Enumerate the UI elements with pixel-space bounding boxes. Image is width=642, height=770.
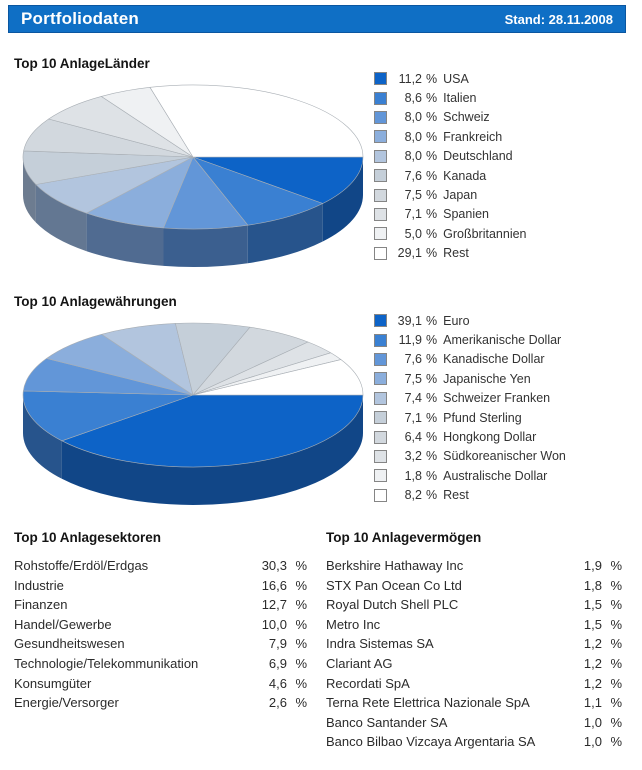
legend-item (374, 350, 566, 369)
legend-item (374, 185, 527, 204)
legend-swatch (374, 227, 387, 240)
legend-value: 7,1 (404, 410, 422, 425)
page-title: Portfoliodaten (21, 9, 140, 28)
legend-percent-sign: % (426, 410, 438, 425)
legend-label: Rest (443, 246, 469, 261)
legend-swatch (374, 314, 387, 327)
legend-percent-sign: % (426, 207, 438, 222)
legend-percent-sign: % (426, 313, 438, 328)
legend-label: Kanadische Dollar (443, 352, 545, 367)
legend-item (374, 69, 527, 88)
pie-slice-wall (164, 225, 248, 267)
legend-percent-sign: % (426, 488, 438, 503)
legend-label: USA (443, 71, 469, 86)
legend-swatch (374, 72, 387, 85)
row-label: Konsumgüter (14, 675, 92, 691)
legend-percent-sign: % (426, 371, 438, 386)
legend-label: Japanische Yen (443, 371, 531, 386)
legend-swatch (374, 392, 387, 405)
legend-value: 7,1 (404, 207, 422, 222)
row-percent-sign: % (295, 616, 307, 632)
legend-label: Großbritannien (443, 226, 527, 241)
row-label: Energie/Versorger (14, 695, 119, 711)
row-value: 1,2 (583, 655, 602, 671)
row-label: Recordati SpA (326, 675, 410, 691)
row-percent-sign: % (610, 714, 622, 730)
holding-row (326, 693, 622, 713)
legend-item (374, 88, 527, 107)
legend-label: Kanada (443, 168, 487, 183)
row-value: 1,2 (583, 675, 602, 691)
row-label: Royal Dutch Shell PLC (326, 597, 459, 613)
legend-swatch (374, 111, 387, 124)
legend-value: 6,4 (404, 430, 422, 445)
row-label: Banco Santander SA (326, 714, 448, 730)
legend-value: 7,4 (404, 391, 422, 406)
holding-row (326, 634, 622, 654)
legend-item (374, 466, 566, 485)
legend-item (374, 108, 527, 127)
legend-value: 8,6 (404, 91, 422, 106)
row-value: 16,6 (261, 577, 287, 593)
row-percent-sign: % (295, 695, 307, 711)
legend-label: Pfund Sterling (443, 410, 522, 425)
legend-value: 29,1 (397, 246, 422, 261)
legend-item (374, 147, 527, 166)
row-label: Metro Inc (326, 616, 381, 632)
row-value: 10,0 (261, 616, 287, 632)
row-label: Gesundheitswesen (14, 636, 125, 652)
legend-value: 11,9 (398, 333, 422, 348)
row-value: 7,9 (268, 636, 287, 652)
legend-percent-sign: % (426, 449, 438, 464)
row-percent-sign: % (295, 558, 307, 573)
row-percent-sign: % (610, 597, 622, 613)
legend-percent-sign: % (426, 129, 438, 144)
legend-percent-sign: % (426, 188, 438, 203)
holding-row (326, 595, 622, 615)
holding-row (326, 556, 622, 576)
legend-percent-sign: % (426, 391, 438, 406)
legend-percent-sign: % (426, 468, 438, 483)
legend-item (374, 244, 527, 263)
sector-row (14, 634, 307, 654)
legend-percent-sign: % (426, 91, 438, 106)
row-percent-sign: % (295, 636, 307, 652)
row-value: 2,6 (268, 695, 287, 711)
legend-swatch (374, 372, 387, 385)
legend-value: 7,6 (404, 352, 422, 367)
sector-row (14, 595, 307, 615)
sector-row (14, 556, 307, 576)
holding-row (326, 732, 622, 752)
row-value: 1,5 (583, 616, 602, 632)
row-label: Rohstoffe/Erdöl/Erdgas (14, 558, 149, 573)
legend-value: 11,2 (398, 71, 422, 86)
legend-item (374, 127, 527, 146)
legend-label: Deutschland (443, 149, 513, 164)
legend-label: Japan (443, 188, 478, 203)
legend-swatch (374, 353, 387, 366)
row-value: 4,6 (268, 675, 287, 691)
sector-row (14, 693, 307, 713)
holdings-table (326, 556, 622, 752)
legend-countries (374, 69, 527, 263)
legend-swatch (374, 450, 387, 463)
pie-chart-currencies (6, 318, 370, 518)
legend-item (374, 166, 527, 185)
section-title-sectors: Top 10 Anlagesektoren (14, 530, 162, 545)
holding-row (326, 615, 622, 635)
row-value: 1,8 (583, 577, 602, 593)
legend-item (374, 427, 566, 446)
row-value: 1,1 (583, 695, 602, 711)
row-percent-sign: % (295, 597, 307, 613)
row-percent-sign: % (610, 558, 622, 573)
holding-row (326, 713, 622, 733)
legend-value: 7,6 (404, 168, 422, 183)
row-percent-sign: % (610, 616, 622, 632)
legend-value: 8,0 (404, 129, 422, 144)
row-percent-sign: % (610, 636, 622, 652)
legend-label: Hongkong Dollar (443, 430, 537, 445)
legend-percent-sign: % (426, 226, 438, 241)
row-label: Industrie (14, 577, 64, 593)
report-date: Stand: 28.11.2008 (504, 11, 613, 27)
legend-value: 3,2 (404, 449, 422, 464)
holding-row (326, 576, 622, 596)
row-label: Clariant AG (326, 655, 393, 671)
legend-label: Amerikanische Dollar (443, 333, 562, 348)
legend-item (374, 369, 566, 388)
legend-percent-sign: % (426, 246, 438, 261)
holding-row (326, 674, 622, 694)
row-percent-sign: % (295, 675, 307, 691)
legend-swatch (374, 169, 387, 182)
legend-percent-sign: % (426, 149, 438, 164)
section-title-currencies: Top 10 Anlagewährungen (14, 294, 177, 309)
section-title-holdings: Top 10 Anlagevermögen (326, 530, 482, 545)
legend-value: 8,0 (404, 110, 422, 125)
legend-swatch (374, 411, 387, 424)
section-title-countries: Top 10 AnlageLänder (14, 56, 150, 71)
legend-value: 8,2 (404, 488, 422, 503)
legend-percent-sign: % (426, 110, 438, 125)
legend-currencies (374, 311, 566, 505)
legend-swatch (374, 247, 387, 260)
row-value: 1,5 (583, 597, 602, 613)
legend-value: 39,1 (397, 313, 422, 328)
sector-row (14, 576, 307, 596)
row-value: 1,0 (583, 714, 602, 730)
row-label: Finanzen (14, 597, 68, 613)
legend-label: Schweiz (443, 110, 490, 125)
legend-item (374, 447, 566, 466)
row-percent-sign: % (610, 734, 622, 750)
legend-item (374, 311, 566, 330)
legend-label: Frankreich (443, 129, 503, 144)
legend-value: 7,5 (404, 188, 422, 203)
legend-item (374, 389, 566, 408)
legend-label: Euro (443, 313, 470, 328)
row-label: Terna Rete Elettrica Nazionale SpA (326, 695, 530, 711)
legend-item (374, 408, 566, 427)
row-label: Indra Sistemas SA (326, 636, 434, 652)
legend-percent-sign: % (426, 71, 438, 86)
legend-swatch (374, 208, 387, 221)
row-value: 1,2 (583, 636, 602, 652)
row-percent-sign: % (295, 655, 307, 671)
row-value: 30,3 (261, 558, 287, 573)
row-label: Technologie/Telekommunikation (14, 655, 199, 671)
row-percent-sign: % (610, 655, 622, 671)
pie-chart-countries (6, 80, 370, 280)
row-value: 1,9 (583, 558, 602, 573)
row-label: Banco Bilbao Vizcaya Argentaria SA (326, 734, 536, 750)
legend-value: 1,8 (404, 468, 422, 483)
row-value: 12,7 (261, 597, 287, 613)
legend-swatch (374, 431, 387, 444)
legend-label: Rest (443, 488, 469, 503)
row-value: 6,9 (268, 655, 287, 671)
legend-item (374, 224, 527, 243)
legend-label: Spanien (443, 207, 489, 222)
header-bar (8, 5, 626, 33)
legend-swatch (374, 469, 387, 482)
legend-swatch (374, 334, 387, 347)
row-percent-sign: % (295, 577, 307, 593)
legend-swatch (374, 189, 387, 202)
legend-swatch (374, 489, 387, 502)
legend-value: 8,0 (404, 149, 422, 164)
legend-swatch (374, 130, 387, 143)
row-label: Berkshire Hathaway Inc (326, 558, 464, 573)
holding-row (326, 654, 622, 674)
legend-value: 7,5 (404, 371, 422, 386)
legend-percent-sign: % (426, 333, 438, 348)
legend-label: Italien (443, 91, 477, 106)
legend-percent-sign: % (426, 430, 438, 445)
legend-percent-sign: % (426, 352, 438, 367)
legend-swatch (374, 92, 387, 105)
row-percent-sign: % (610, 577, 622, 593)
legend-label: Schweizer Franken (443, 391, 551, 406)
row-percent-sign: % (610, 675, 622, 691)
sector-row (14, 674, 307, 694)
row-label: STX Pan Ocean Co Ltd (326, 577, 462, 593)
sector-row (14, 615, 307, 635)
legend-item (374, 486, 566, 505)
row-value: 1,0 (583, 734, 602, 750)
legend-swatch (374, 150, 387, 163)
sectors-table (14, 556, 307, 713)
legend-percent-sign: % (426, 168, 438, 183)
row-label: Handel/Gewerbe (14, 616, 112, 632)
sector-row (14, 654, 307, 674)
legend-label: Südkoreanischer Won (443, 449, 566, 464)
legend-item (374, 330, 566, 349)
row-percent-sign: % (610, 695, 622, 711)
legend-item (374, 205, 527, 224)
legend-value: 5,0 (404, 226, 422, 241)
legend-label: Australische Dollar (443, 468, 548, 483)
